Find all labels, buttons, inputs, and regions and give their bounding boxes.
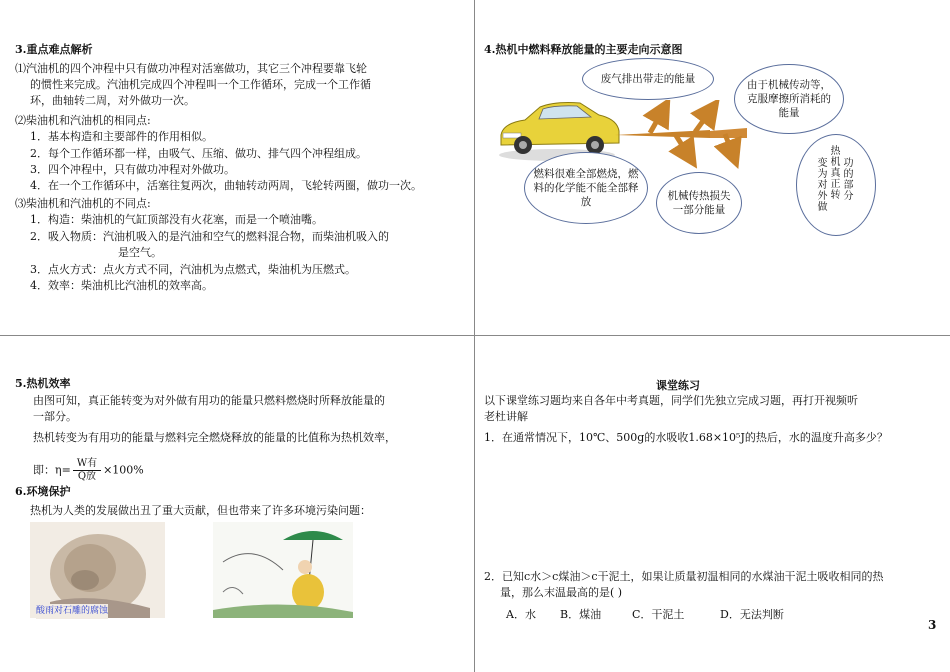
exercise-question-2-line2: 量，那么末温最高的是( ) <box>500 586 623 599</box>
section-heading-5: 5.热机效率 <box>15 377 71 390</box>
option-a: A．水 <box>506 608 536 621</box>
exercise-intro-line: 以下课堂练习题均来自各年中考真题，同学们先独立完成习题，再打开视频听 <box>484 394 858 407</box>
bubble-exhaust-energy: 废气排出带走的能量 <box>582 58 714 100</box>
bubble-incomplete-combustion: 燃料很难全部燃烧，燃料的化学能不能全部释放 <box>524 152 648 224</box>
exercise-title: 课堂练习 <box>656 379 700 392</box>
page-number: 3 <box>928 618 937 632</box>
bubble-heat-loss: 机械传热损失一部分能量 <box>656 172 742 234</box>
section-heading-6: 6.环境保护 <box>15 485 71 498</box>
useful-work-text-col3: 功的部分 <box>843 158 854 202</box>
exercise-question-1: 1．在通常情况下，10℃、500g的水吸收1.68×10⁵J的热后，水的温度升高多少？ <box>484 431 888 444</box>
list-item: 3．点火方式：点火方式不同，汽油机为点燃式，柴油机为压燃式。 <box>30 263 356 276</box>
exercise-question-2-line1: 2．已知c水＞c煤油＞c干泥土，如果让质量初温相同的水煤油干泥土吸收相同的热 <box>484 570 884 583</box>
list-item: 1．构造：柴油机的气缸顶部没有火花塞，而是一个喷油嘴。 <box>30 213 323 226</box>
paragraph-line: 一部分。 <box>33 410 77 423</box>
useful-work-text-col2: 变为对外做 <box>817 158 828 213</box>
option-d: D．无法判断 <box>720 608 784 621</box>
section-heading-4: 4.热机中燃料释放能量的主要走向示意图 <box>484 43 683 56</box>
section-heading-3: 3.重点难点解析 <box>15 43 93 56</box>
image-caption-acid-rain: 酸雨对石雕的腐蚀 <box>36 604 108 619</box>
option-b: B．煤油 <box>560 608 602 621</box>
option-c: C．干泥土 <box>632 608 685 621</box>
list-item: 1．基本构造和主要部件的作用相似。 <box>30 130 213 143</box>
formula-fraction <box>73 458 101 483</box>
efficiency-formula <box>33 458 144 483</box>
list-item: 2．吸入物质：汽油机吸入的是汽油和空气的燃料混合物，而柴油机吸入的 <box>30 230 389 243</box>
subheading-similarities: ⑵柴油机和汽油机的相同点: <box>15 114 151 127</box>
formula-prefix: 即：η= <box>33 463 71 477</box>
vertical-divider <box>474 0 475 672</box>
list-item: 是空气。 <box>118 246 162 259</box>
formula-suffix: ×100% <box>103 463 144 477</box>
formula-denominator: Q放 <box>77 471 97 482</box>
bubble-friction-energy: 由于机械传动等，克服摩擦所消耗的能量 <box>734 64 844 134</box>
paragraph-line: 热机转变为有用功的能量与燃料完全燃烧释放的能量的比值称为热机效率， <box>33 431 396 444</box>
paragraph-line: 环，曲轴转二周，对外做功一次。 <box>30 94 195 107</box>
energy-flow-arrows <box>615 100 755 170</box>
pollution-cartoon-image <box>213 522 353 618</box>
useful-work-text-col1: 热机真正转 <box>830 146 841 201</box>
subheading-differences: ⑶柴油机和汽油机的不同点: <box>15 197 151 210</box>
list-item: 3．四个冲程中，只有做功冲程对外做功。 <box>30 163 235 176</box>
paragraph-line: 的惯性来完成。汽油机完成四个冲程叫一个工作循环，完成一个工作循 <box>30 78 371 91</box>
list-item: 4．效率：柴油机比汽油机的效率高。 <box>30 279 213 292</box>
list-item: 4．在一个工作循环中，活塞往复两次，曲轴转动两周，飞轮转两圈，做功一次。 <box>30 179 422 192</box>
paragraph-line: ⑴汽油机的四个冲程中只有做功冲程对活塞做功，其它三个冲程要靠飞轮 <box>15 62 367 75</box>
formula-numerator: W有 <box>73 458 101 471</box>
list-item: 2．每个工作循环都一样，由吸气、压缩、做功、排气四个冲程组成。 <box>30 147 367 160</box>
paragraph-line: 热机为人类的发展做出丑了重大贡献，但也带来了许多环境污染问题： <box>30 504 371 517</box>
exercise-intro-line: 老杜讲解 <box>484 410 528 423</box>
horizontal-divider <box>0 335 950 336</box>
paragraph-line: 由图可知，真正能转变为对外做有用功的能量只燃料燃烧时所释放能量的 <box>33 394 385 407</box>
